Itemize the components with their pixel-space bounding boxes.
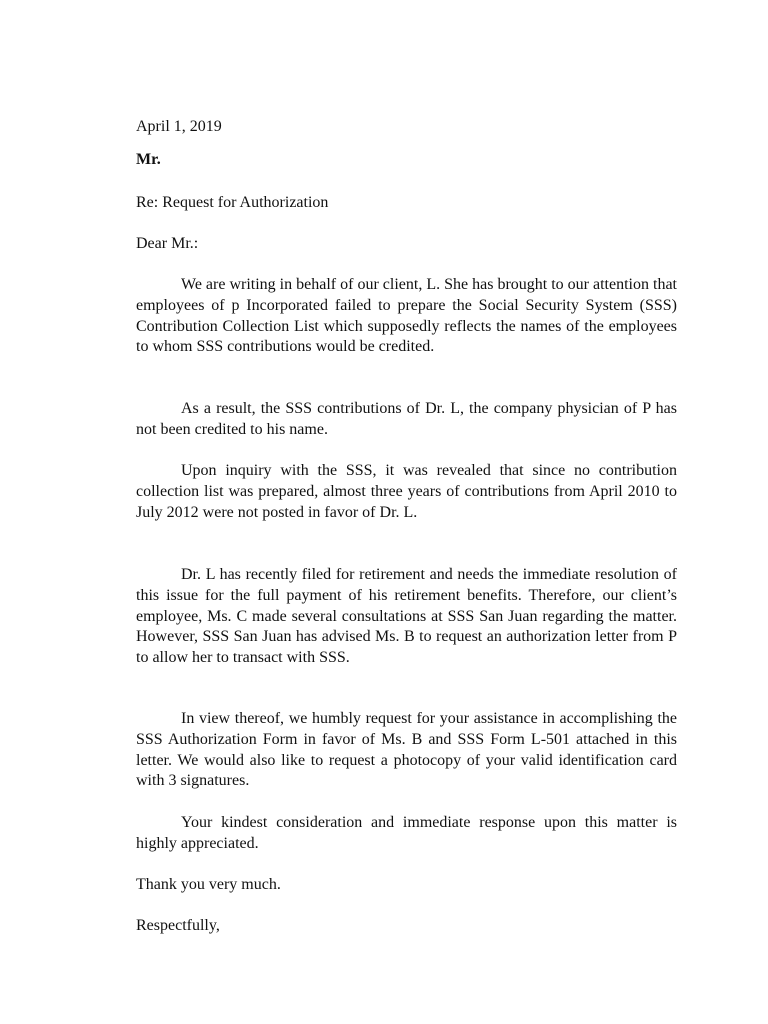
- letter-addressee: Mr.: [136, 151, 161, 168]
- body-paragraph-6: Your kindest consideration and immediate response upon this matter is highly appreciated.: [136, 814, 677, 852]
- body-paragraph-4: Dr. L has recently filed for retirement and needs the immediate resolution of this issue for the full payment of his retirement benefits. Therefore, our client’s employee, Ms. C made several consultations at SSS San Juan regarding the matter. However, SSS San Juan has advised Ms. B to request an authorization letter from P to allow her to transact with SSS.: [136, 566, 677, 667]
- letter-salutation: Dear Mr.:: [136, 235, 199, 252]
- body-paragraph-3: Upon inquiry with the SSS, it was revealed that since no contribution collection list was prepared, almost three years of contributions from April 2010 to July 2012 were not posted in favor of Dr. L.: [136, 462, 677, 521]
- letter-date: April 1, 2019: [136, 118, 222, 135]
- letter-thanks: Thank you very much.: [136, 876, 281, 893]
- letter-closing: Respectfully,: [136, 917, 220, 934]
- letter-subject: Re: Request for Authorization: [136, 194, 329, 211]
- body-paragraph-2: As a result, the SSS contributions of Dr. L, the company physician of P has not been credited to his name.: [136, 400, 677, 438]
- body-paragraph-5: In view thereof, we humbly request for your assistance in accomplishing the SSS Authorization Form in favor of Ms. B and SSS Form L-501 attached in this letter. We would also like to request a photocopy of your valid identification card with 3 signatures.: [136, 710, 677, 790]
- body-paragraph-1: We are writing in behalf of our client, L. She has brought to our attention that employees of p Incorporated failed to prepare the Social Security System (SSS) Contribution Collection List which supposedly reflects the names of the employees to whom SSS contributions would be credited.: [136, 276, 677, 356]
